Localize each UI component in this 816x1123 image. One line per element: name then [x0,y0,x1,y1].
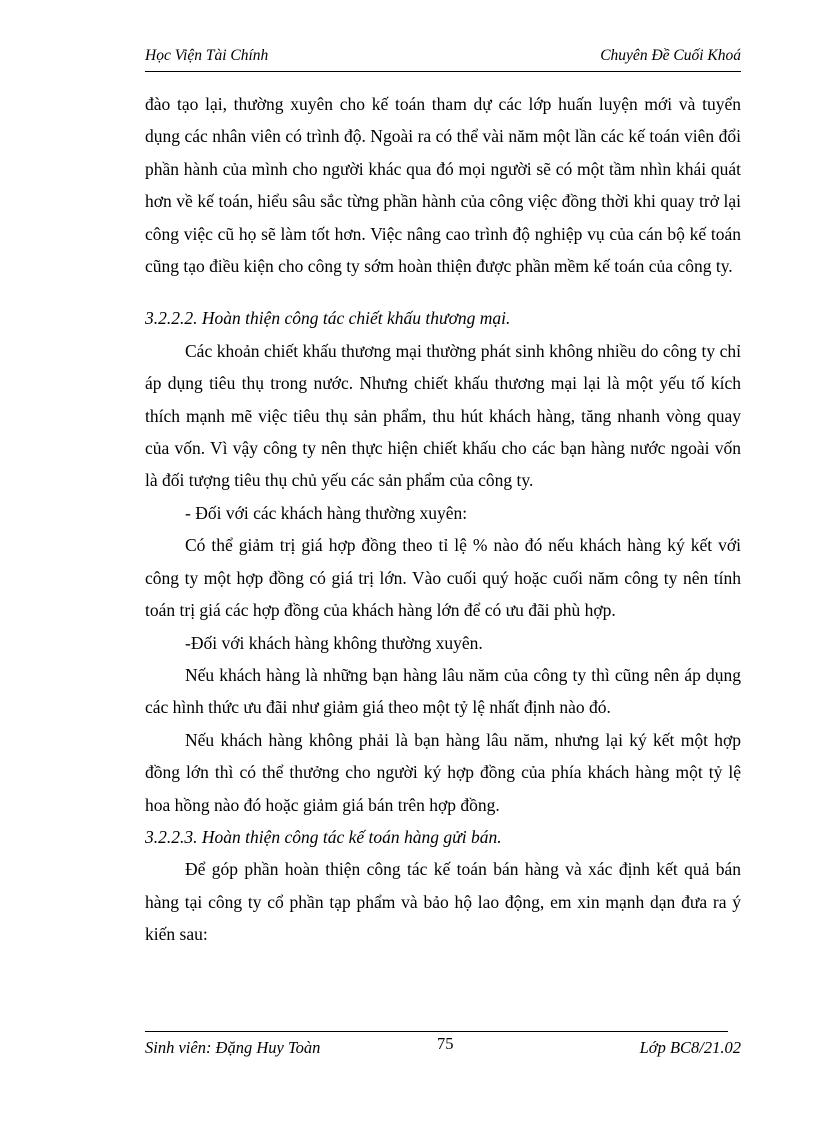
paragraph: Để góp phần hoàn thiện công tác kế toán bán hàng và xác định kết quả bán hàng tại công ty cổ phần tạp phẩm và bảo hộ lao động, em xin mạnh dạn đưa ra ý kiến sau: [145,859,741,945]
header-document-type: Chuyên Đề Cuối Khoá [600,47,741,64]
paragraph: Nếu khách hàng không phải là bạn hàng lâu năm, nhưng lại ký kết một hợp đồng lớn thì có thể thưởng cho người ký hợp đồng của phía khách hàng một tỷ lệ hoa hồng nào đó hoặc giảm giá bán trên hợp đồng. [145,729,741,815]
header-rule [145,71,741,72]
paragraph: - Đối với các khách hàng thường xuyên: [185,502,468,523]
page-footer [145,1036,741,1060]
paragraph: đào tạo lại, thường xuyên cho kế toán tham dự các lớp huấn luyện mới và tuyển dụng các nhân viên có trình độ. Ngoài ra có thể vài năm một lần các kế toán viên đổi phần hành của mình cho người khác qua đó mọi người sẽ có một tầm nhìn khái quát hơn về kế toán, hiểu sâu sắc từng phần hành của công việc đồng thời khi quay trở lại công việc cũ họ sẽ làm tốt hơn. Việc nâng cao trình độ nghiệp vụ của cán bộ kế toán cũng tạo điều kiện cho công ty sớm hoàn thiện được phần mềm kế toán của công ty. [145,94,741,277]
page-number: 75 [437,1034,454,1053]
header-institution: Học Viện Tài Chính [145,47,269,64]
footer-class: Lớp BC8/21.02 [639,1038,741,1057]
page-header [145,47,741,69]
section-heading: 3.2.2.3. Hoàn thiện công tác kế toán hàng gửi bán. [145,826,502,847]
paragraph: -Đối với khách hàng không thường xuyên. [185,632,483,653]
page-body [145,88,741,951]
paragraph: Có thể giảm trị giá hợp đồng theo tỉ lệ % nào đó nếu khách hàng ký kết với công ty một hợp đồng có giá trị lớn. Vào cuối quý hoặc cuối năm công ty nên tính toán trị giá các hợp đồng của khách hàng lớn để có ưu đãi phù hợp. [145,535,741,621]
section-heading: 3.2.2.2. Hoàn thiện công tác chiết khấu thương mại. [145,308,511,329]
footer-student: Sinh viên: Đặng Huy Toàn [145,1038,321,1057]
paragraph: Nếu khách hàng là những bạn hàng lâu năm của công ty thì cũng nên áp dụng các hình thức ưu đãi như giảm giá theo một tỷ lệ nhất định nào đó. [145,664,741,718]
footer-rule [145,1031,728,1032]
paragraph: Các khoản chiết khấu thương mại thường phát sinh không nhiều do công ty chỉ áp dụng tiêu thụ trong nước. Nhưng chiết khấu thương mại lại là một yếu tố kích thích mạnh mẽ việc tiêu thụ sản phẩm, thu hút khách hàng, tăng nhanh vòng quay của vốn. Vì vậy công ty nên thực hiện chiết khấu cho các bạn hàng nước ngoài vốn là đối tượng tiêu thụ chủ yếu các sản phẩm của công ty. [145,340,741,491]
